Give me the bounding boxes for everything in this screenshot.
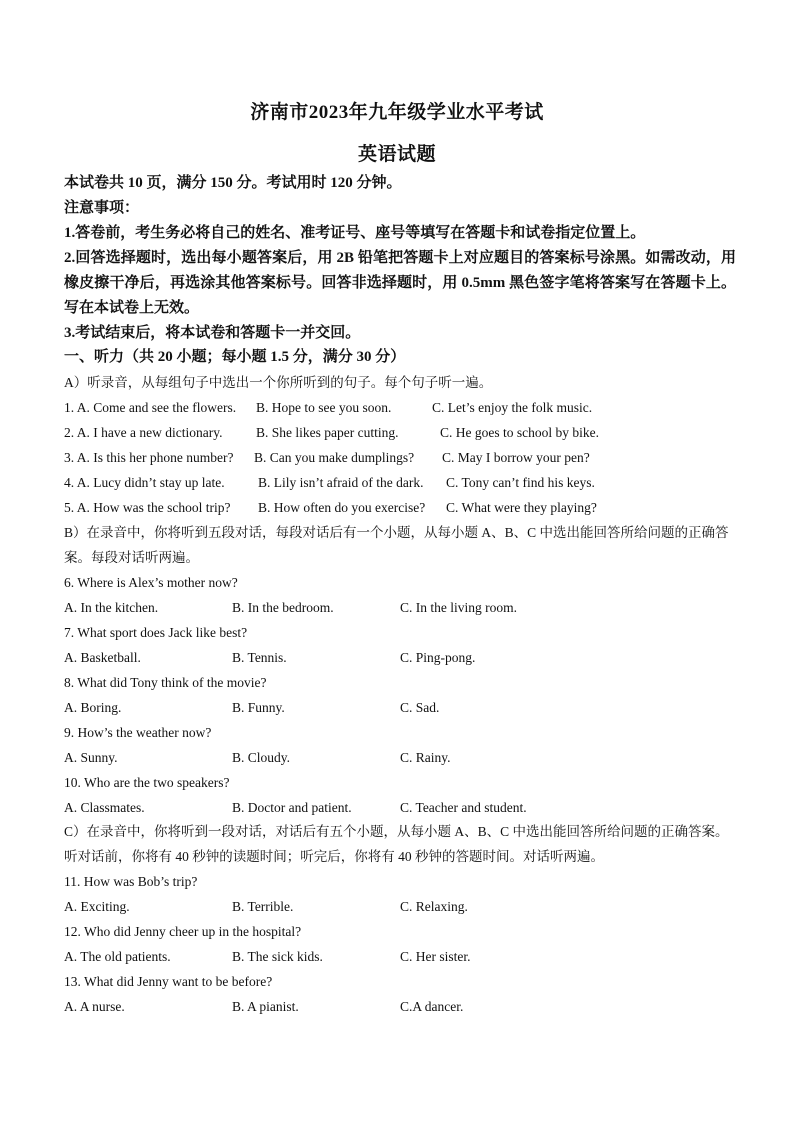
option-a: 1. A. Come and see the flowers. (64, 400, 237, 415)
part-a-item (64, 495, 754, 520)
answer-options (64, 695, 754, 720)
option-b: B. Funny. (232, 700, 285, 715)
question-text: 7. What sport does Jack like best? (64, 625, 248, 640)
option-b: B. Hope to see you soon. (256, 400, 392, 415)
part-a-item (64, 420, 754, 445)
notice-heading: 注意事项： (64, 200, 140, 216)
option-c: C. He goes to school by bike. (440, 425, 599, 440)
option-a: A. The old patients. (64, 949, 171, 964)
option-a: A. In the kitchen. (64, 600, 159, 615)
option-b: B. Terrible. (232, 899, 294, 914)
option-c: C. Relaxing. (400, 899, 468, 914)
option-b: B. Lily isn’t afraid of the dark. (258, 475, 424, 490)
option-b: B. She likes paper cutting. (256, 425, 399, 440)
option-a: 2. A. I have a new dictionary. (64, 425, 223, 440)
option-c: C.A dancer. (400, 999, 464, 1014)
answer-options (64, 894, 754, 919)
option-c: C. What were they playing? (446, 500, 597, 515)
option-a: 4. A. Lucy didn’t stay up late. (64, 475, 225, 490)
option-c: C. Tony can’t find his keys. (446, 475, 595, 490)
option-c: C. May I borrow your pen? (442, 450, 590, 465)
question-text: 6. Where is Alex’s mother now? (64, 575, 238, 590)
question-text: 11. How was Bob’s trip? (64, 874, 198, 889)
option-c: C. Ping-pong. (400, 650, 476, 665)
answer-options (64, 994, 754, 1019)
answer-options (64, 595, 754, 620)
option-b: B. In the bedroom. (232, 600, 334, 615)
option-a: A. Classmates. (64, 800, 145, 815)
option-b: B. Can you make dumplings? (254, 450, 415, 465)
option-c: C. Let’s enjoy the folk music. (432, 400, 593, 415)
option-b: B. The sick kids. (232, 949, 323, 964)
answer-options (64, 645, 754, 670)
answer-options (64, 745, 754, 770)
option-c: C. Rainy. (400, 750, 451, 765)
option-a: 5. A. How was the school trip? (64, 500, 231, 515)
option-b: B. How often do you exercise? (258, 500, 426, 515)
option-c: C. In the living room. (400, 600, 517, 615)
part-a-item (64, 445, 754, 470)
option-b: B. Cloudy. (232, 750, 291, 765)
answer-options (64, 944, 754, 969)
question-text: 10. Who are the two speakers? (64, 775, 230, 790)
option-a: 3. A. Is this her phone number? (64, 450, 234, 465)
part-c-instruction: C）在录音中，你将听到一段对话，对话后有五个小题，从每小题 A、B、C 中选出能回答所给问题的正确答案。听对话前，你将有 40 秒钟的读题时间；听完后，你将有 40 秒钟的答题时间。对话听两遍。 (64, 824, 729, 864)
part-a-instruction: A）听录音，从每组句子中选出一个你所听到的句子。每个句子听一遍。 (64, 375, 493, 390)
part-b-instruction: B）在录音中，你将听到五段对话，每段对话后有一个小题，从每小题 A、B、C 中选出能回答所给问题的正确答案。每段对话听两遍。 (64, 525, 729, 565)
notice-item-3: 3.考试结束后，将本试卷和答题卡一并交回。 (64, 325, 361, 341)
option-c: C. Teacher and student. (400, 800, 527, 815)
option-a: A. Sunny. (64, 750, 118, 765)
option-b: B. Tennis. (232, 650, 287, 665)
option-a: A. Boring. (64, 700, 122, 715)
part-a-item (64, 395, 754, 420)
notice-item-2: 2.回答选择题时，选出每小题答案后，用 2B 铅笔把答题卡上对应题目的答案标号涂黑。如需改动，用橡皮擦干净后，再选涂其他答案标号。回答非选择题时，用 0.5mm 黑色签字笔将答案写在答题卡上。写在本试卷上无效。 (64, 250, 736, 316)
question-text: 13. What did Jenny want to be before? (64, 974, 273, 989)
part-a-item (64, 470, 754, 495)
question-text: 9. How’s the weather now? (64, 725, 212, 740)
page-subtitle: 英语试题 (357, 144, 436, 165)
option-c: C. Sad. (400, 700, 440, 715)
section-heading-listening: 一、听力（共 20 小题；每小题 1.5 分，满分 30 分） (64, 349, 406, 365)
question-text: 12. Who did Jenny cheer up in the hospital? (64, 924, 302, 939)
notice-item-1: 1.答卷前，考生务必将自己的姓名、准考证号、座号等填写在答题卡和试卷指定位置上。 (64, 225, 646, 241)
exam-intro: 本试卷共 10 页，满分 150 分。考试用时 120 分钟。 (64, 175, 402, 191)
answer-options (64, 795, 754, 820)
option-a: A. Exciting. (64, 899, 130, 914)
option-b: B. Doctor and patient. (232, 800, 352, 815)
page-title: 济南市2023年九年级学业水平考试 (250, 102, 544, 123)
option-a: A. Basketball. (64, 650, 141, 665)
option-c: C. Her sister. (400, 949, 471, 964)
option-a: A. A nurse. (64, 999, 125, 1014)
option-b: B. A pianist. (232, 999, 299, 1014)
question-text: 8. What did Tony think of the movie? (64, 675, 267, 690)
